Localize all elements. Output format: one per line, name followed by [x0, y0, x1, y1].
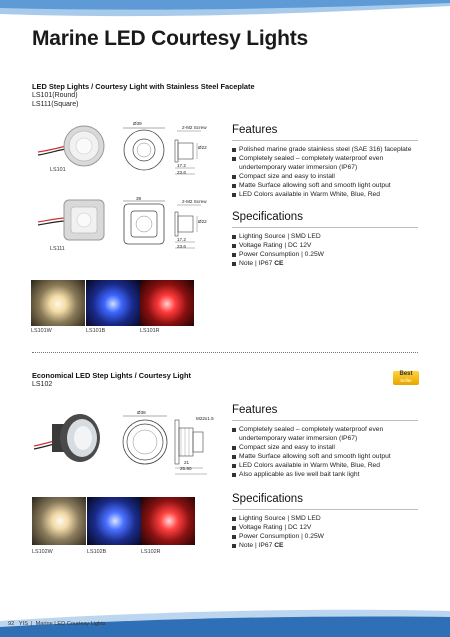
ls111-dim-screw: 2-M2 Screw — [182, 199, 207, 204]
spec-item: Voltage Rating | DC 12V — [232, 523, 422, 532]
ls101b-label: LS101B — [86, 328, 106, 334]
ls101-dim-h2: 23.6 — [177, 170, 186, 175]
ls102w-light-photo — [32, 497, 86, 545]
ls111-label: LS111 — [50, 246, 65, 252]
ls101b-light-photo — [86, 280, 140, 326]
ls101w-light-photo — [31, 280, 85, 326]
spec-item — [232, 259, 422, 268]
section-divider — [32, 352, 418, 353]
best-seller-badge — [393, 371, 419, 385]
spec-item: Power Consumption | 0.25W — [232, 250, 422, 259]
feature-item: LED Colors available in Warm White, Blue, Red — [232, 190, 422, 199]
ls101-dim-d22: Ø22 — [198, 145, 207, 150]
footer-section: Marine LED Courtesy Lights — [35, 621, 106, 627]
spec-item — [232, 541, 422, 550]
ls102-dim-diameter: Ø38 — [137, 410, 146, 415]
ls102-product-photo — [32, 410, 108, 466]
section2-features-list — [232, 425, 422, 479]
ls102-dim-h2: 25.90 — [180, 466, 192, 471]
ls101w-label: LS101W — [31, 328, 52, 334]
section1-model-round: LS101(Round) — [32, 92, 78, 99]
section1-title: LED Step Lights / Courtesy Light with Stainless Steel Faceplate — [32, 82, 255, 91]
ce-mark: CE — [274, 542, 284, 549]
footer-separator: | — [31, 621, 33, 627]
ls102w-label: LS102W — [32, 549, 53, 555]
ce-mark: CE — [274, 260, 284, 267]
feature-item: Compact size and easy to install — [232, 172, 422, 181]
section2-features-rule — [232, 420, 418, 421]
spec-note-text: Note | IP67 — [239, 260, 273, 267]
ls101-product-photo — [36, 122, 106, 170]
feature-item: Completely sealed – completely waterproof even undertemporary water immersion (IP67) — [232, 425, 422, 443]
section2-specs-heading: Specifications — [232, 493, 303, 505]
ls101-dim-diameter: Ø39 — [133, 121, 142, 126]
ls101r-light-photo — [140, 280, 194, 326]
section2-specs-list — [232, 514, 422, 550]
footer-page-number: 92 — [8, 621, 15, 627]
section2-specs-rule — [232, 509, 418, 510]
top-wave-band — [0, 0, 450, 22]
ls111-dim-h2: 23.6 — [177, 244, 186, 249]
spec-item: Voltage Rating | DC 12V — [232, 241, 422, 250]
ls111-dim-h1: 17.2 — [177, 237, 186, 242]
ls101r-label: LS101R — [140, 328, 160, 334]
section1-specs-heading: Specifications — [232, 211, 303, 223]
section1-specs-list — [232, 232, 422, 268]
ls101-dim-screw: 2-M2 Screw — [182, 125, 207, 130]
section1-features-list — [232, 145, 422, 199]
feature-item: Matte Surface allowing soft and smooth light output — [232, 452, 422, 461]
ls102b-light-photo — [87, 497, 141, 545]
feature-item: Compact size and easy to install — [232, 443, 422, 452]
feature-item: LED Colors available in Warm White, Blue, Red — [232, 461, 422, 470]
section2-model: LS102 — [32, 381, 53, 388]
spec-item: Lighting Source | SMD LED — [232, 514, 422, 523]
ls102-dim-h1: 21 — [184, 460, 190, 465]
ls102r-light-photo — [141, 497, 195, 545]
ls101-label: LS101 — [50, 167, 66, 173]
page-footer — [8, 621, 106, 627]
ls111-technical-drawing — [117, 196, 217, 254]
section1-features-rule — [232, 140, 418, 141]
section1-model-square: LS111(Square) — [32, 101, 79, 108]
badge-line1: Best — [399, 371, 413, 377]
ls102-dim-thread: M22x1.5 — [196, 416, 214, 421]
spec-item: Power Consumption | 0.25W — [232, 532, 422, 541]
ls101-dim-h1: 17.2 — [177, 163, 186, 168]
spec-note-text: Note | IP67 — [239, 542, 273, 549]
ls102r-label: LS102R — [141, 549, 161, 555]
section1-features-heading: Features — [232, 124, 278, 136]
badge-line2: Seller — [400, 378, 412, 383]
spec-item: Lighting Source | SMD LED — [232, 232, 422, 241]
ls101-technical-drawing — [117, 122, 217, 180]
section2-features-heading: Features — [232, 404, 278, 416]
feature-item: Matte Surface allowing soft and smooth light output — [232, 181, 422, 190]
footer-brand: YIS — [18, 621, 28, 627]
section1-specs-rule — [232, 227, 418, 228]
ls102b-label: LS102B — [87, 549, 107, 555]
ls111-product-photo — [36, 196, 106, 244]
feature-item: Polished marine grade stainless steel (SAE 316) faceplate — [232, 145, 422, 154]
ls111-dim-d22: Ø22 — [198, 219, 207, 224]
feature-item: Completely sealed – completely waterproof even undertemporary water immersion (IP67) — [232, 154, 422, 172]
ls111-dim-width: 39 — [136, 196, 142, 201]
page-title: Marine LED Courtesy Lights — [32, 27, 309, 50]
feature-item: Also applicable as live well bait tank light — [232, 470, 422, 479]
section2-title: Economical LED Step Lights / Courtesy Light — [32, 371, 191, 380]
